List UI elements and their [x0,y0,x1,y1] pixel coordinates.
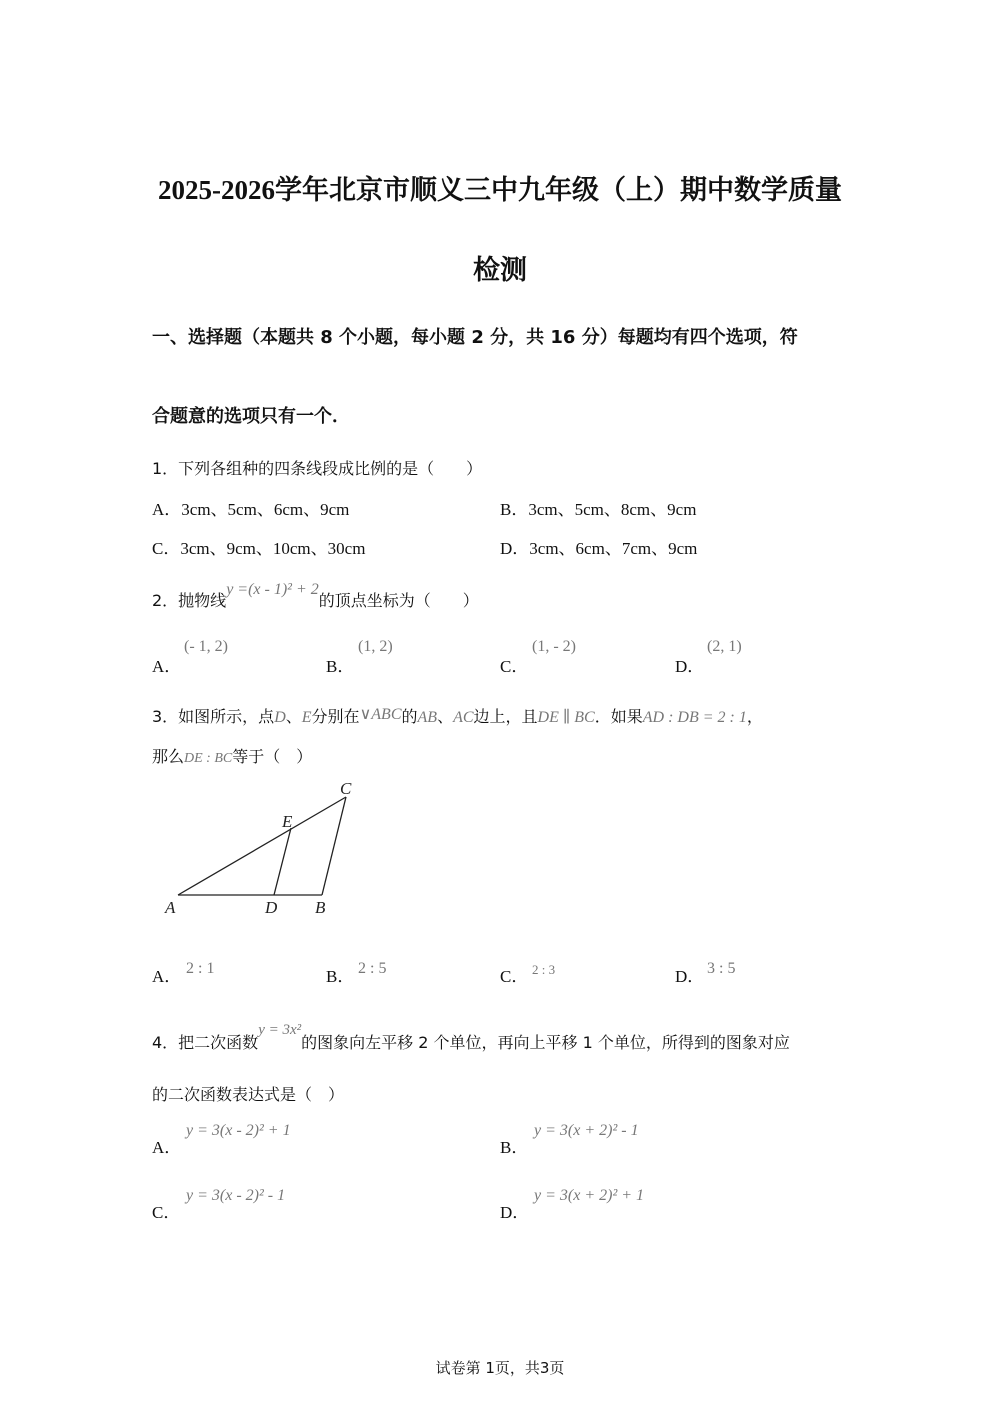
q3-option-d [675,962,704,987]
option-label: C． [500,657,529,676]
q4-option-d-value: y = 3(x + 2)² + 1 [534,1187,645,1204]
question-3-stem-line1 [152,704,763,727]
stem-text: 分别在 [311,707,360,726]
point-e: E [301,709,312,726]
option-label: A． [152,657,182,676]
option-label: D． [500,539,530,558]
q2-option-d-value: (2, 1) [707,638,742,655]
stem-text: 边上，且 [473,707,538,726]
question-1-stem: 1．下列各组种的四条线段成比例的是（ ） [152,459,483,478]
option-label: A． [152,967,182,986]
option-label: D． [675,967,705,986]
option-label: B． [500,500,529,519]
option-label: A． [152,500,182,519]
q2-option-b-value: (1, 2) [358,638,393,655]
label-e: E [282,812,293,831]
q3-option-a [152,962,181,987]
q4-option-a [152,1133,181,1158]
ratio-condition: AD : DB = 2 : 1 [642,709,747,726]
exam-title-line1: 2025-2026学年北京市顺义三中九年级（上）期中数学质量 [158,175,842,205]
formula: y =(x - 1)² + 2 [226,581,319,598]
ratio-de-bc: DE : BC [184,751,233,766]
stem-text: ．如果 [594,707,643,726]
stem-text: 、 [437,707,454,726]
q4-option-a-value: y = 3(x - 2)² + 1 [186,1122,291,1139]
stem-text: 3．如图所示，点 [152,707,275,726]
formula: y = 3x² [258,1022,302,1038]
section-heading-line1: 一、选择题（本题共 8 个小题，每小题 2 分，共 16 分）每题均有四个选项，符 [152,327,798,348]
stem-text: 的图象向左平移 2 个单位，再向上平移 1 个单位，所得到的图象对应 [301,1033,790,1052]
q2-option-b [326,652,354,677]
q2-option-c-value: (1, - 2) [532,638,576,655]
option-text: 3cm、5cm、8cm、9cm [528,500,697,519]
q3-option-c-value: 2 : 3 [532,962,556,977]
option-label: D． [500,1203,530,1222]
option-label: B． [500,1138,529,1157]
q1-option-a [152,495,349,520]
q4-option-b-value: y = 3(x + 2)² - 1 [534,1122,639,1139]
q1-option-d [500,534,697,559]
label-a: A [165,898,176,917]
q4-option-b [500,1133,528,1158]
q1-option-b [500,495,696,520]
label-d: D [265,898,278,917]
question-4-stem-line1 [152,1022,790,1053]
label-c: C [340,779,352,798]
side-bc [322,797,346,895]
triangle-abc: ∨ABC [359,706,402,723]
q4-option-d [500,1198,529,1223]
stem-text: 4．把二次函数 [152,1033,259,1052]
label-b: B [315,898,326,917]
stem-text: ， [746,707,763,726]
q2-option-a-value: (- 1, 2) [184,638,228,655]
option-text: 3cm、6cm、7cm、9cm [529,539,698,558]
question-3-stem-line2 [152,744,312,767]
segment-ab: AB [417,709,438,726]
exam-title-line2: 检测 [473,255,527,285]
parallel-condition: DE ∥ BC [537,709,595,726]
q2-option-c [500,652,528,677]
question-4-stem-line2: 的二次函数表达式是（ ） [152,1085,345,1104]
stem-text: 的顶点坐标为（ ） [318,591,479,610]
q4-option-c-value: y = 3(x - 2)² - 1 [186,1187,286,1204]
q2-option-d [675,652,704,677]
stem-text: 2．抛物线 [152,591,227,610]
q2-option-a [152,652,181,677]
triangle-figure [160,775,370,920]
q3-option-a-value: 2 : 1 [186,960,215,977]
option-label: C． [500,967,529,986]
segment-ac: AC [453,709,474,726]
option-text: 3cm、5cm、6cm、9cm [181,500,350,519]
option-text: 3cm、9cm、10cm、30cm [180,539,366,558]
question-2-stem [152,581,479,611]
option-label: A． [152,1138,182,1157]
option-label: C． [152,539,181,558]
option-label: C． [152,1203,181,1222]
page-footer: 试卷第 1页，共3页 [435,1359,565,1377]
option-label: D． [675,657,705,676]
stem-text: 那么 [152,747,185,766]
q3-option-b [326,962,354,987]
q3-option-d-value: 3 : 5 [707,960,736,977]
stem-text: 、 [285,707,302,726]
option-label: B． [326,967,355,986]
point-d: D [274,709,286,726]
stem-text: 的 [401,707,418,726]
option-label: B． [326,657,355,676]
q4-option-c [152,1198,180,1223]
stem-text: 等于（ ） [232,747,313,766]
q3-option-b-value: 2 : 5 [358,960,387,977]
section-heading-line2: 合题意的选项只有一个． [152,406,350,427]
side-ac [178,797,346,895]
q1-option-c [152,534,365,559]
q3-option-c [500,962,528,987]
